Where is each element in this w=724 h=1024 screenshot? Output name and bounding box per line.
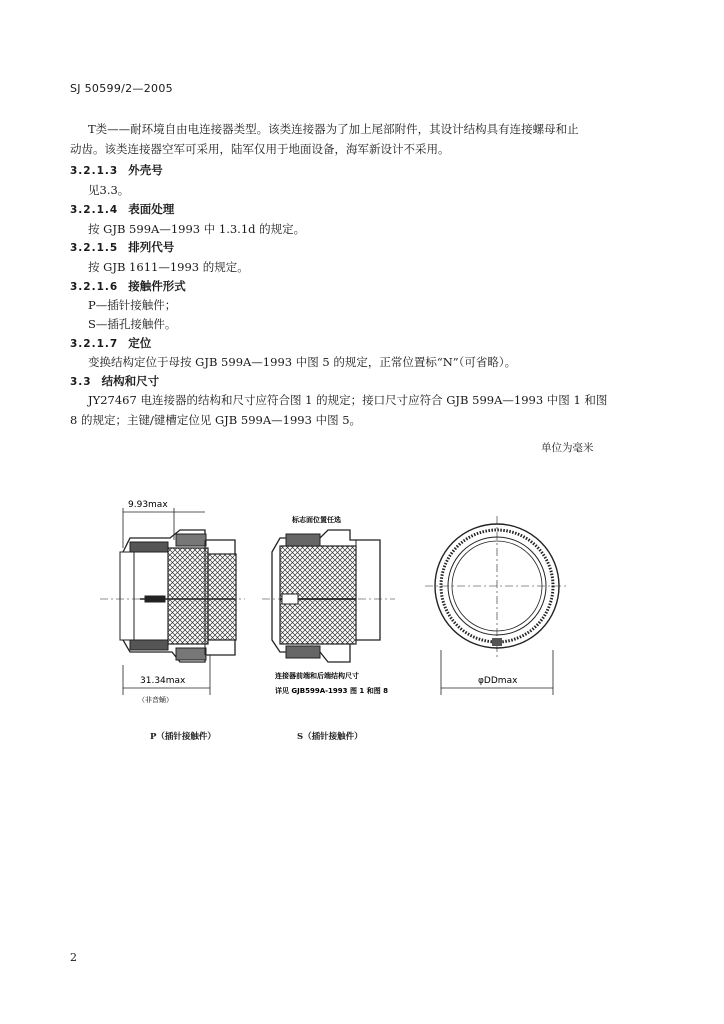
caption-p: P（插针接触件） bbox=[150, 732, 216, 742]
section-number: 3.3 bbox=[70, 376, 92, 388]
unit-note: 单位为毫米 bbox=[541, 442, 594, 454]
section-heading bbox=[70, 373, 159, 389]
section-title: 表面处理 bbox=[128, 202, 175, 216]
section-heading bbox=[70, 201, 174, 217]
section-number: 3.2.1.3 bbox=[70, 165, 119, 177]
section-text: JY27467 电连接器的结构和尺寸应符合图 1 的规定；接口尺寸应符合 GJB 599A—1993 中图 1 和图 bbox=[88, 393, 608, 407]
p-dimension-bottom: 31.34max bbox=[140, 676, 186, 686]
section-title: 接触件形式 bbox=[128, 279, 186, 293]
section-heading bbox=[70, 278, 186, 294]
s-connector-drawing bbox=[262, 530, 395, 662]
s-bottom-note-1: 连接器前端和后端结构尺寸 bbox=[275, 672, 359, 680]
section-text: 变换结构定位于母按 GJB 599A—1993 中图 5 的规定，正常位置标“N”（可省略）。 bbox=[88, 355, 517, 369]
section-number: 3.2.1.6 bbox=[70, 281, 119, 293]
section-text: 8 的规定；主键/键槽定位见 GJB 599A—1993 中图 5。 bbox=[70, 413, 362, 427]
section-text: P—插针接触件； bbox=[88, 298, 177, 312]
s-top-note: 标志面位置任选 bbox=[292, 516, 341, 524]
section-title: 定位 bbox=[128, 336, 152, 350]
s-bottom-note-2: 详见 GJB599A-1993 图 1 和图 8 bbox=[275, 687, 389, 695]
section-number: 3.2.1.4 bbox=[70, 204, 119, 216]
section-heading bbox=[70, 162, 163, 178]
section-number: 3.2.1.7 bbox=[70, 338, 119, 350]
document-header: SJ 50599/2—2005 bbox=[70, 82, 173, 95]
p-dimension-top: 9.93max bbox=[128, 500, 168, 510]
p-dimension-note: （非音蛹） bbox=[138, 696, 173, 704]
section-text: S—插孔接触件。 bbox=[88, 317, 177, 331]
section-text: 按 GJB 1611—1993 的规定。 bbox=[88, 260, 249, 274]
section-text: 见3.3。 bbox=[88, 183, 130, 197]
section-text: 按 GJB 599A—1993 中 1.3.1d 的规定。 bbox=[88, 222, 306, 236]
section-title: 外壳号 bbox=[128, 163, 163, 177]
section-title: 结构和尺寸 bbox=[101, 374, 160, 388]
diameter-dimension: φDDmax bbox=[478, 676, 518, 686]
paragraph-line: 动齿。该类连接器空军可采用，陆军仅用于地面设备，海军新设计不采用。 bbox=[70, 142, 450, 156]
section-number: 3.2.1.5 bbox=[70, 242, 119, 254]
section-title: 排列代号 bbox=[128, 240, 175, 254]
front-view-drawing bbox=[425, 516, 569, 695]
section-heading bbox=[70, 335, 151, 351]
paragraph-line: T类——耐环境自由电连接器类型。该类连接器为了加上尾部附件，其设计结构具有连接螺母和止 bbox=[88, 122, 579, 136]
caption-s: S（插针接触件） bbox=[297, 732, 363, 742]
page-number: 2 bbox=[70, 951, 77, 964]
p-connector-drawing bbox=[100, 508, 245, 695]
connector-figure bbox=[0, 490, 724, 760]
section-heading bbox=[70, 239, 174, 255]
